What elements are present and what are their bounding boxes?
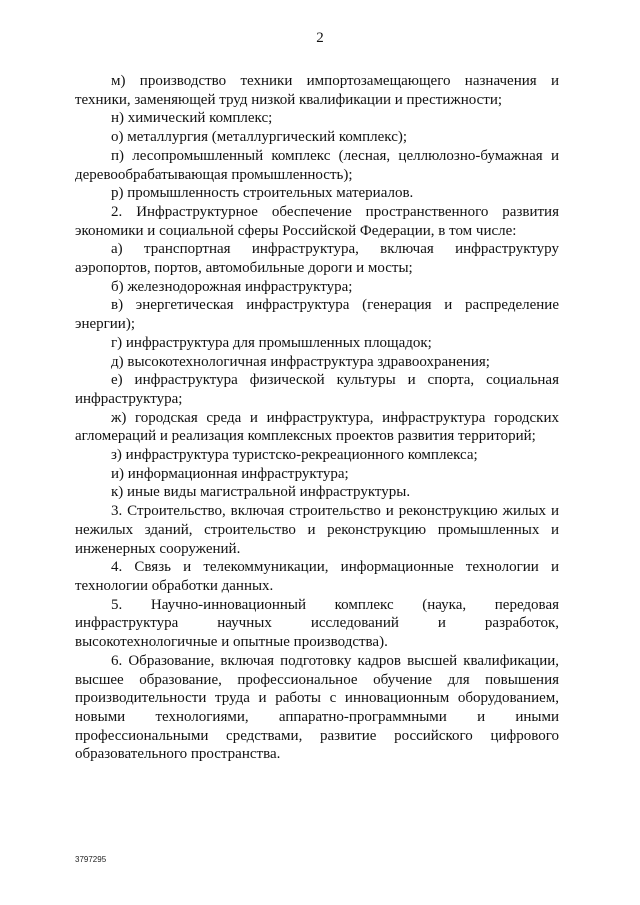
list-item-v: в) энергетическая инфраструктура (генерация и распределение энергии); [75,297,559,333]
section-3: 3. Строительство, включая строительство и реконструкцию жилых и нежилых зданий, строительство и реконструкцию промышленных и инженерных сооружений. [75,503,559,557]
list-item-i: и) информационная инфраструктура; [111,465,349,482]
list-item-z: з) инфраструктура туристско-рекреационного комплекса; [111,447,478,464]
list-item-p: п) лесопромышленный комплекс (лесная, целлюлозно-бумажная и деревообрабатывающая промышленность); [75,147,559,183]
list-item-o: о) металлургия (металлургический комплекс); [111,129,408,146]
list-item-e: е) инфраструктура физической культуры и спорта, социальная инфраструктура; [75,372,559,407]
section-5: 5. Научно-инновационный комплекс (наука, передовая инфраструктура научных исследований и разработок, высокотехнологичные и опытные производства). [75,596,559,651]
list-item-d: д) высокотехнологичная инфраструктура здравоохранения; [111,353,490,370]
document-code: 3797295 [75,855,107,864]
list-item-n: н) химический комплекс; [111,110,273,127]
page-number: 2 [316,30,324,46]
list-item-a: а) транспортная инфраструктура, включая инфраструктуру аэропортов, портов, автомобильные дороги и мосты; [75,241,559,277]
list-item-g: г) инфраструктура для промышленных площадок; [111,334,432,351]
section-2-heading: 2. Инфраструктурное обеспечение пространственного развития экономики и социальной сферы Российской Федерации, в том числе: [75,203,559,239]
list-item-b: б) железнодорожная инфраструктура; [111,278,353,295]
document-body [75,72,559,764]
list-item-k: к) иные виды магистральной инфраструктуры. [111,484,411,501]
list-item-m: м) производство техники импортозамещающего назначения и техники, заменяющей труд низкой квалификации и престижности; [75,73,559,108]
section-4: 4. Связь и телекоммуникации, информационные технологии и технологии обработки данных. [75,559,559,594]
list-item-r: р) промышленность строительных материалов. [111,185,414,202]
list-item-zh: ж) городская среда и инфраструктура, инфраструктура городских агломераций и реализация комплексных проектов развития территорий; [75,409,559,445]
section-6: 6. Образование, включая подготовку кадров высшей квалификации, высшее образование, профессиональное обучение для повышения производительности труда и работы с инновационным оборудованием, новыми технологиями, аппаратно-программными и иными профессиональными средствами, развитие российского цифрового образовательного пространства. [75,652,559,763]
